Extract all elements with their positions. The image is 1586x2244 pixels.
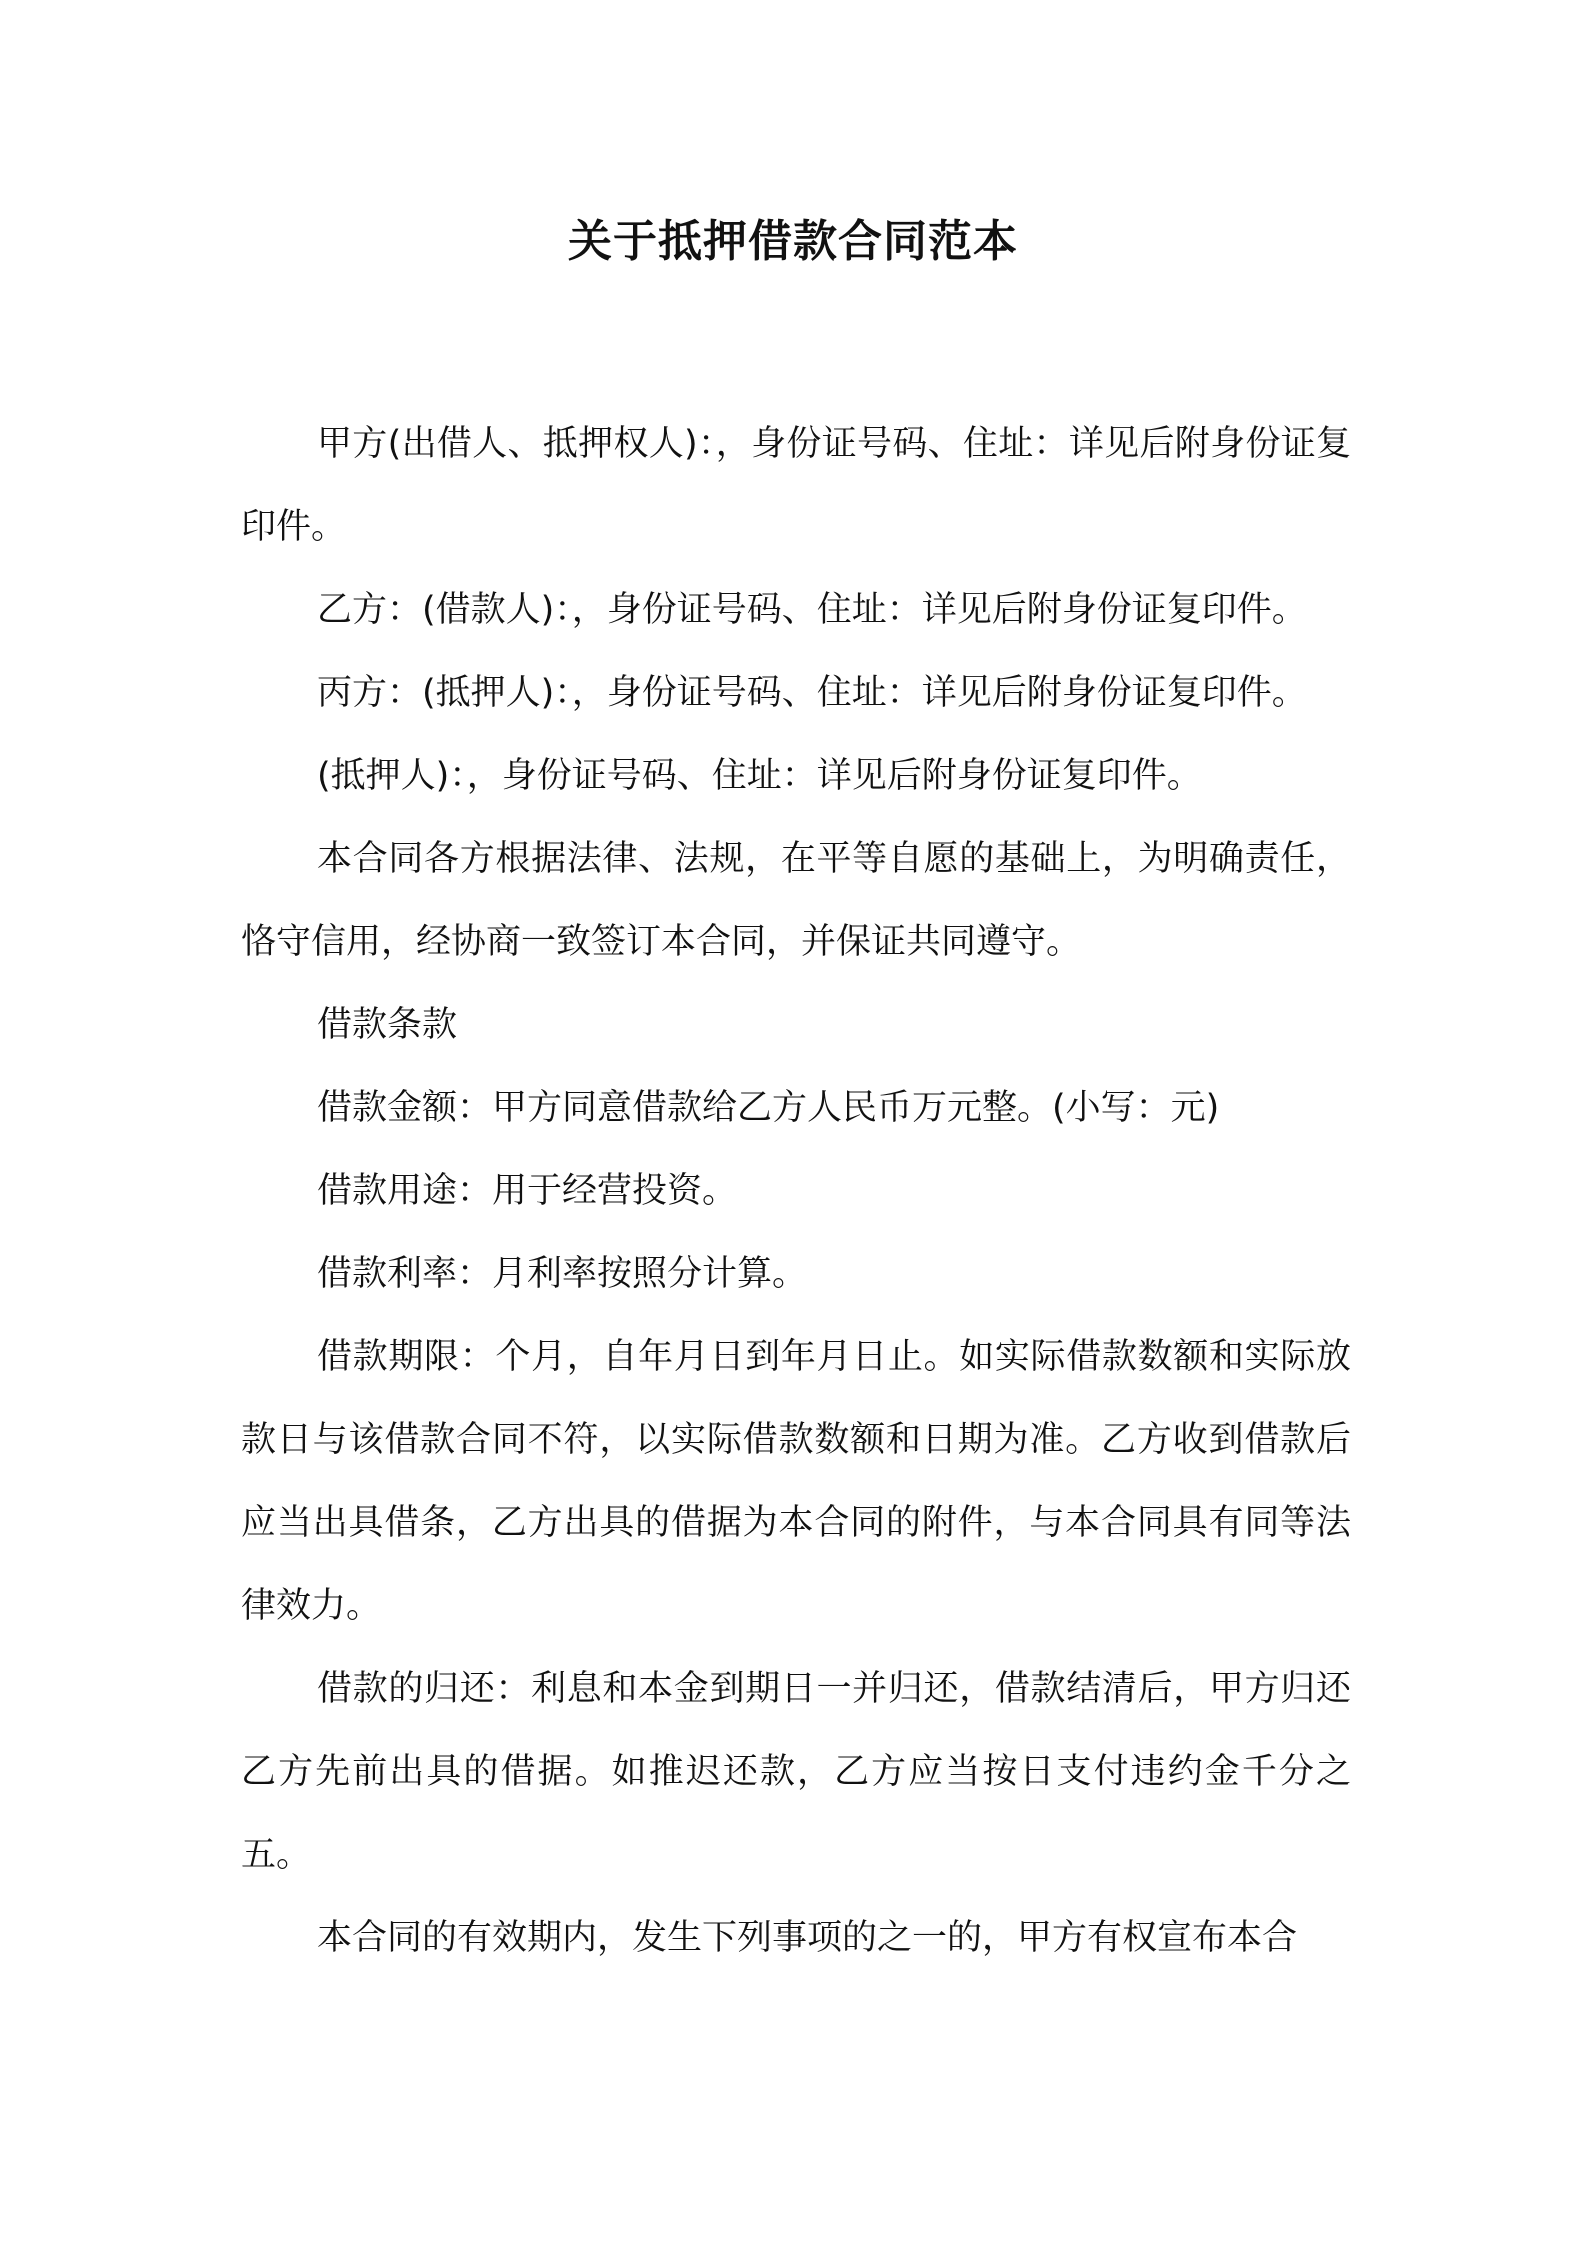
paragraph-party-b: 乙方：(借款人)：，身份证号码、住址：详见后附身份证复印件。 — [317, 590, 1307, 630]
paragraph-preamble: 本合同各方根据法律、法规，在平等自愿的基础上，为明确责任，恪守信用，经协商一致签订本合同，并保证共同遵守。 — [241, 839, 1351, 962]
paragraph-loan-rate: 借款利率：月利率按照分计算。 — [317, 1254, 808, 1294]
paragraph-mortgagor: (抵押人)：，身份证号码、住址：详见后附身份证复印件。 — [317, 756, 1202, 796]
paragraph-loan-purpose: 借款用途：用于经营投资。 — [317, 1171, 738, 1211]
section-heading-loan-terms: 借款条款 — [317, 1005, 458, 1045]
paragraph-loan-repayment: 借款的归还：利息和本金到期日一并归还，借款结清后，甲方归还乙方先前出具的借据。如推迟还款，乙方应当按日支付违约金千分之五。 — [241, 1669, 1351, 1875]
paragraph-validity: 本合同的有效期内，发生下列事项的之一的，甲方有权宣布本合 — [317, 1918, 1298, 1958]
paragraph-party-a: 甲方(出借人、抵押权人)：，身份证号码、住址：详见后附身份证复印件。 — [241, 424, 1351, 547]
paragraph-loan-term: 借款期限：个月，自年月日到年月日止。如实际借款数额和实际放款日与该借款合同不符，以实际借款数额和日期为准。乙方收到借款后应当出具借条，乙方出具的借据为本合同的附件，与本合同具有同等法律效力。 — [241, 1337, 1351, 1626]
paragraph-party-c: 丙方：(抵押人)：，身份证号码、住址：详见后附身份证复印件。 — [317, 673, 1307, 713]
document-title: 关于抵押借款合同范本 — [568, 216, 1018, 267]
document-body — [241, 403, 1351, 1980]
paragraph-loan-amount: 借款金额：甲方同意借款给乙方人民币万元整。(小写：元) — [317, 1088, 1220, 1128]
